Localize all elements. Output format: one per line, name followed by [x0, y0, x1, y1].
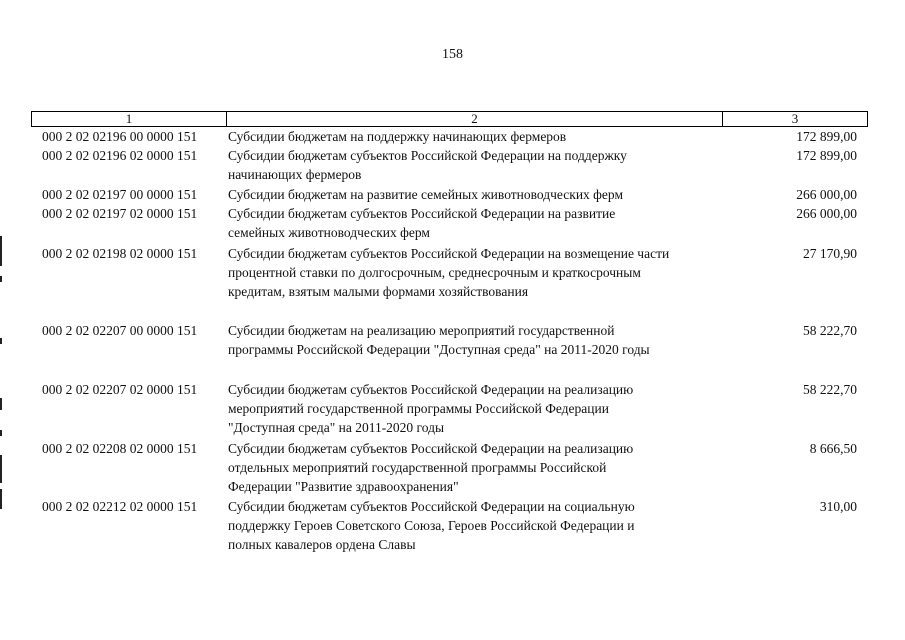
description-line: Субсидии бюджетам субъектов Российской Федерации на социальную — [228, 499, 635, 514]
scan-margin-mark — [0, 338, 2, 344]
scan-margin-mark — [0, 276, 2, 282]
description-line: отдельных мероприятий государственной программы Российской — [228, 460, 607, 475]
budget-code: 000 2 02 02198 02 0000 151 — [42, 246, 198, 261]
amount: 172 899,00 — [796, 148, 857, 163]
description-line: полных кавалеров ордена Славы — [228, 537, 416, 552]
description-line: процентной ставки по долгосрочным, среднесрочным и краткосрочным — [228, 265, 641, 280]
description-line: кредитам, взятым малыми формами хозяйствования — [228, 284, 529, 299]
column-header-3: 3 — [791, 111, 799, 126]
description-line: программы Российской Федерации "Доступная среда" на 2011-2020 годы — [228, 342, 650, 357]
budget-code: 000 2 02 02207 02 0000 151 — [42, 382, 198, 397]
scan-margin-mark — [0, 430, 2, 436]
budget-code: 000 2 02 02196 02 0000 151 — [42, 148, 198, 163]
table-header-row — [31, 111, 868, 127]
amount: 266 000,00 — [796, 206, 857, 221]
budget-code: 000 2 02 02212 02 0000 151 — [42, 499, 198, 514]
description — [228, 146, 718, 184]
scan-margin-mark — [0, 236, 2, 266]
description-line: Субсидии бюджетам субъектов Российской Федерации на поддержку — [228, 148, 627, 163]
description-line: Субсидии бюджетам субъектов Российской Федерации на возмещение части — [228, 246, 670, 261]
budget-code: 000 2 02 02197 00 0000 151 — [42, 187, 198, 202]
amount: 27 170,90 — [803, 246, 857, 261]
page-number: 158 — [442, 47, 463, 62]
description-line: Субсидии бюджетам субъектов Российской Федерации на реализацию — [228, 441, 634, 456]
description — [228, 204, 718, 242]
budget-code: 000 2 02 02207 00 0000 151 — [42, 323, 198, 338]
description-line: Субсидии бюджетам на реализацию мероприятий государственной — [228, 323, 615, 338]
column-header-2: 2 — [227, 112, 723, 126]
description-line: Субсидии бюджетам на поддержку начинающих фермеров — [228, 129, 567, 144]
description-line: семейных животноводческих ферм — [228, 225, 430, 240]
budget-code: 000 2 02 02196 00 0000 151 — [42, 129, 198, 144]
description-line: начинающих фермеров — [228, 167, 362, 182]
description — [228, 439, 718, 496]
description — [228, 321, 718, 359]
scan-margin-mark — [0, 398, 2, 410]
scan-margin-mark — [0, 455, 2, 483]
amount: 266 000,00 — [796, 187, 857, 202]
description-line: мероприятий государственной программы Российской Федерации — [228, 401, 609, 416]
description-line: Федерации "Развитие здравоохранения" — [228, 479, 459, 494]
description — [228, 380, 718, 437]
amount: 172 899,00 — [796, 129, 857, 144]
amount: 58 222,70 — [803, 323, 857, 338]
description — [228, 127, 718, 146]
description — [228, 244, 718, 301]
description-line: Субсидии бюджетам субъектов Российской Федерации на реализацию — [228, 382, 634, 397]
budget-code: 000 2 02 02197 02 0000 151 — [42, 206, 198, 221]
description — [228, 497, 718, 554]
amount: 310,00 — [819, 499, 857, 514]
amount: 58 222,70 — [803, 382, 857, 397]
amount: 8 666,50 — [809, 441, 857, 456]
description-line: Субсидии бюджетам на развитие семейных животноводческих ферм — [228, 187, 623, 202]
description-line: Субсидии бюджетам субъектов Российской Федерации на развитие — [228, 206, 616, 221]
budget-code: 000 2 02 02208 02 0000 151 — [42, 441, 198, 456]
description — [228, 185, 718, 204]
description-line: "Доступная среда" на 2011-2020 годы — [228, 420, 445, 435]
scan-margin-mark — [0, 489, 2, 509]
description-line: поддержку Героев Советского Союза, Героев Российской Федерации и — [228, 518, 635, 533]
column-header-1: 1 — [32, 112, 227, 126]
